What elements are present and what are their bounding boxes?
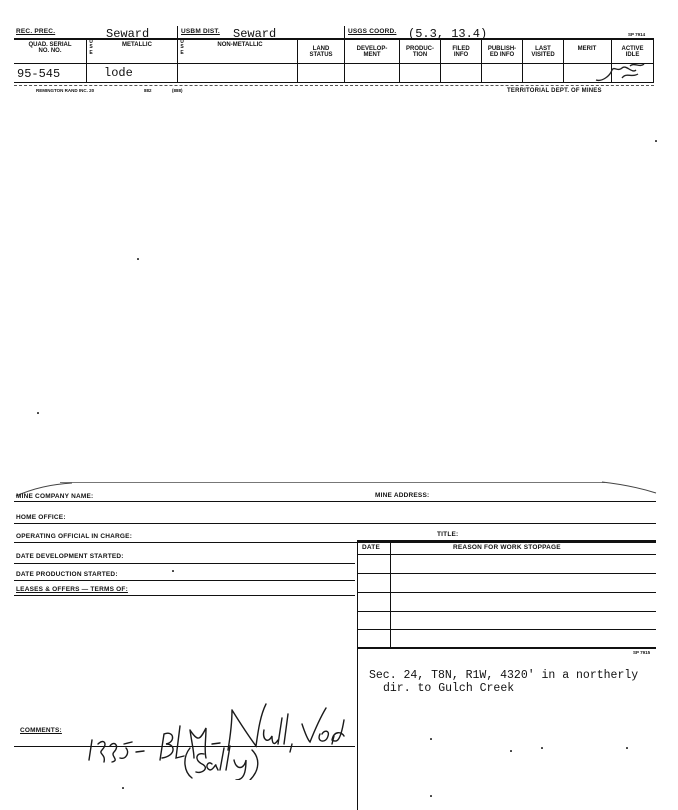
paper-speck [655,140,657,142]
top-card-rule-2 [14,63,654,64]
non-metallic-header: NON-METALLIC [217,42,263,48]
title-label: TITLE: [437,531,459,538]
stoppage-table-top [357,540,656,542]
active-idle-header: ACTIVE IDLE [621,46,644,59]
top-card-divider [86,39,87,82]
development-header: DEVELOP- MENT [356,46,388,59]
paper-speck [541,747,543,749]
metallic-value: lode [104,66,133,80]
card-printer-code: 882 [144,88,152,93]
bottom-card-rule [14,523,656,524]
date-column-divider [390,540,391,647]
stoppage-table-rule [357,573,656,574]
last-visited-header: LAST VISITED [531,46,555,59]
paper-speck [137,258,139,260]
usgs-coord-value: (5.3, 13.4) [408,27,488,41]
bottom-card-rule [14,580,355,581]
rec-prec-label: REC. PREC. [16,28,56,35]
paper-speck [430,738,432,740]
paper-speck [430,795,432,797]
bottom-card-rule [14,501,656,502]
top-card-rule-3 [14,82,654,83]
merit-header: MERIT [577,46,597,52]
usbm-dist-value: Seward [233,27,277,41]
stoppage-table-rule [357,629,656,630]
date-development-label: DATE DEVELOPMENT STARTED: [16,553,124,560]
location-description: Sec. 24, T8N, R1W, 4320' in a northerly [369,669,639,682]
bottom-card-top-edge [60,482,605,483]
pen-mark-icon [592,58,654,86]
stoppage-table-rule [357,554,656,555]
card-printer-paren: (888) [172,88,183,93]
reason-column-header: REASON FOR WORK STOPPAGE [453,544,561,551]
paper-speck [122,787,124,789]
production-header: PRODUC- TION [406,46,434,59]
stoppage-table-rule [357,611,656,612]
territorial-dept-label: TERRITORIAL DEPT. OF MINES [507,88,602,94]
form-number: SP 7915 [633,650,651,655]
leases-label: LEASES & OFFERS — TERMS OF: [16,586,128,593]
stoppage-table-rule [357,592,656,593]
quad-serial-value: 95-545 [17,67,61,81]
published-info-header: PUBLISH- ED INFO [487,46,517,59]
paper-speck [510,750,512,752]
paper-speck [37,412,39,414]
top-card-rule-4 [14,85,654,86]
comments-label: COMMENTS: [20,727,62,734]
quad-serial-header: QUAD. SERIAL NO. NO. [28,42,72,55]
metallic-header: METALLIC [122,42,152,48]
usbm-dist-label: USBM DIST. [181,28,220,35]
home-office-label: HOME OFFICE: [16,514,66,521]
top-card-divider [344,26,345,82]
paper-speck [172,570,174,572]
stoppage-table-bottom [357,647,656,649]
use-header: U S E [180,39,184,56]
bottom-card-rule [14,542,656,543]
date-production-label: DATE PRODUCTION STARTED: [16,571,118,578]
card-corner-wear [600,478,660,498]
bottom-card-rule [14,595,355,596]
top-card-divider [177,26,178,82]
filed-info-header: FILED INFO [452,46,470,59]
use-header: U S E [89,39,93,56]
date-column-header: DATE [362,544,381,551]
land-status-header: LAND STATUS [309,46,333,59]
form-number: SP 7914 [628,32,646,37]
rec-prec-value: Seward [106,27,150,41]
bottom-card-rule [14,563,355,564]
handwritten-comment [80,700,360,780]
usgs-coord-label: USGS COORD. [348,28,397,35]
top-card-divider [297,39,298,82]
paper-speck [626,747,628,749]
location-description: dir. to Gulch Creek [383,682,515,695]
operating-official-label: OPERATING OFFICIAL IN CHARGE: [16,533,133,540]
card-printer-imprint: REMINGTON RAND INC. 20 [36,88,95,93]
mine-address-label: MINE ADDRESS: [375,492,430,499]
mine-company-name-label: MINE COMPANY NAME: [16,493,94,500]
